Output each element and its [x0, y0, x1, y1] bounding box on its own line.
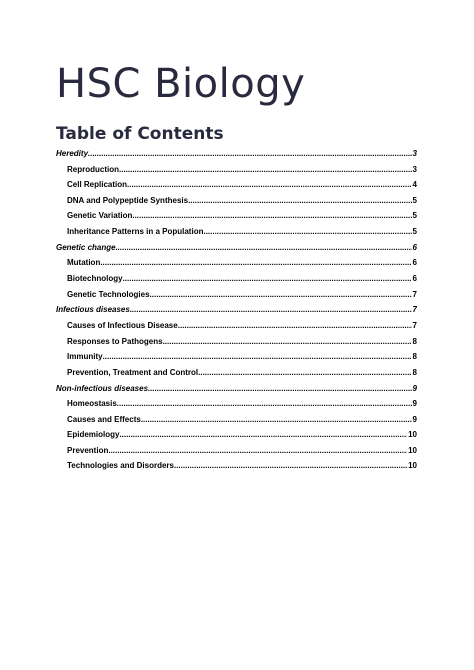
toc-section-entry[interactable]	[56, 149, 417, 159]
toc-subsection-entry[interactable]	[56, 368, 417, 378]
toc-leader-dots	[148, 384, 412, 394]
toc-subsection-entry[interactable]	[56, 180, 417, 190]
toc-leader-dots	[117, 399, 412, 409]
toc-leader-dots	[174, 461, 407, 471]
toc-subsection-entry[interactable]	[56, 165, 417, 175]
toc-entry-label: Prevention	[67, 445, 109, 455]
toc-entry-label: Inheritance Patterns in a Population	[67, 226, 204, 236]
toc-section-entry[interactable]	[56, 243, 417, 253]
toc-page-number: 8	[412, 367, 417, 377]
toc-leader-dots	[178, 321, 412, 331]
toc-leader-dots	[130, 305, 412, 315]
toc-entry-label: Causes and Effects	[67, 414, 141, 424]
toc-subsection-entry[interactable]	[56, 352, 417, 362]
toc-leader-dots	[100, 258, 411, 268]
toc-page-number: 6	[412, 258, 417, 268]
toc-leader-dots	[203, 227, 411, 237]
toc-subsection-entry[interactable]	[56, 227, 417, 237]
toc-leader-dots	[108, 446, 407, 456]
toc-page-number: 7	[412, 305, 417, 315]
toc-subsection-entry[interactable]	[56, 461, 417, 471]
toc-page-number: 5	[412, 195, 417, 205]
toc-entry-label: Prevention, Treatment and Control	[67, 367, 199, 377]
table-of-contents	[56, 149, 417, 471]
toc-entry-label: Heredity	[56, 149, 89, 158]
toc-entry-label: Responses to Pathogens	[67, 336, 163, 346]
toc-leader-dots	[141, 415, 412, 425]
toc-entry-label: Cell Replication	[67, 180, 128, 190]
toc-leader-dots	[188, 196, 411, 206]
toc-page-number: 10	[408, 430, 417, 440]
toc-subsection-entry[interactable]	[56, 430, 417, 440]
toc-page-number: 7	[412, 320, 417, 330]
toc-leader-dots	[119, 165, 412, 175]
toc-entry-label: Non-infectious diseases	[56, 383, 149, 393]
toc-leader-dots	[163, 337, 412, 347]
toc-leader-dots	[103, 352, 412, 362]
toc-page-number: 3	[412, 164, 417, 174]
toc-page-number: 6	[412, 273, 417, 283]
toc-page-number: 7	[412, 289, 417, 299]
toc-page-number: 9	[412, 399, 417, 409]
toc-page-number: 10	[408, 445, 417, 455]
toc-subsection-entry[interactable]	[56, 258, 417, 268]
toc-subsection-entry[interactable]	[56, 211, 417, 221]
toc-subsection-entry[interactable]	[56, 290, 417, 300]
toc-subsection-entry[interactable]	[56, 196, 417, 206]
toc-page-number: 9	[412, 414, 417, 424]
toc-subsection-entry[interactable]	[56, 446, 417, 456]
toc-section-entry[interactable]	[56, 305, 417, 315]
toc-entry-label: Technologies and Disorders	[67, 461, 174, 471]
toc-entry-label: Epidemiology	[67, 430, 120, 440]
page-title: HSC Biology	[56, 61, 306, 107]
toc-page-number: 8	[412, 352, 417, 362]
toc-section-entry[interactable]	[56, 384, 417, 394]
toc-page-number: 5	[412, 211, 417, 221]
toc-subsection-entry[interactable]	[56, 337, 417, 347]
toc-leader-dots	[127, 180, 412, 190]
toc-page-number: 3	[412, 149, 417, 158]
toc-entry-label: Homeostasis	[67, 399, 117, 409]
toc-page-number: 4	[412, 180, 417, 190]
toc-leader-dots	[198, 368, 411, 378]
toc-subsection-entry[interactable]	[56, 415, 417, 425]
toc-entry-label: Mutation	[67, 258, 101, 268]
toc-entry-label: Causes of Infectious Disease	[67, 320, 178, 330]
toc-entry-label: Reproduction	[67, 164, 119, 174]
toc-entry-label: Genetic Variation	[67, 211, 133, 221]
toc-page-number: 5	[412, 226, 417, 236]
toc-leader-dots	[150, 290, 412, 300]
toc-page-number: 6	[412, 242, 417, 252]
toc-leader-dots	[119, 430, 407, 440]
toc-entry-label: Infectious diseases	[56, 305, 130, 315]
toc-entry-label: DNA and Polypeptide Synthesis	[67, 195, 189, 205]
toc-page-number: 9	[412, 383, 417, 393]
toc-page-number: 8	[412, 336, 417, 346]
toc-entry-label: Genetic change	[56, 242, 116, 252]
toc-subsection-entry[interactable]	[56, 321, 417, 331]
toc-leader-dots	[116, 243, 412, 253]
toc-entry-label: Immunity	[67, 352, 103, 362]
toc-leader-dots	[132, 211, 411, 221]
toc-heading: Table of Contents	[56, 124, 224, 144]
toc-leader-dots	[123, 274, 412, 284]
toc-leader-dots	[88, 149, 412, 159]
toc-subsection-entry[interactable]	[56, 399, 417, 409]
toc-entry-label: Biotechnology	[67, 273, 123, 283]
toc-entry-label: Genetic Technologies	[67, 289, 150, 299]
toc-page-number: 10	[408, 461, 417, 471]
toc-subsection-entry[interactable]	[56, 274, 417, 284]
